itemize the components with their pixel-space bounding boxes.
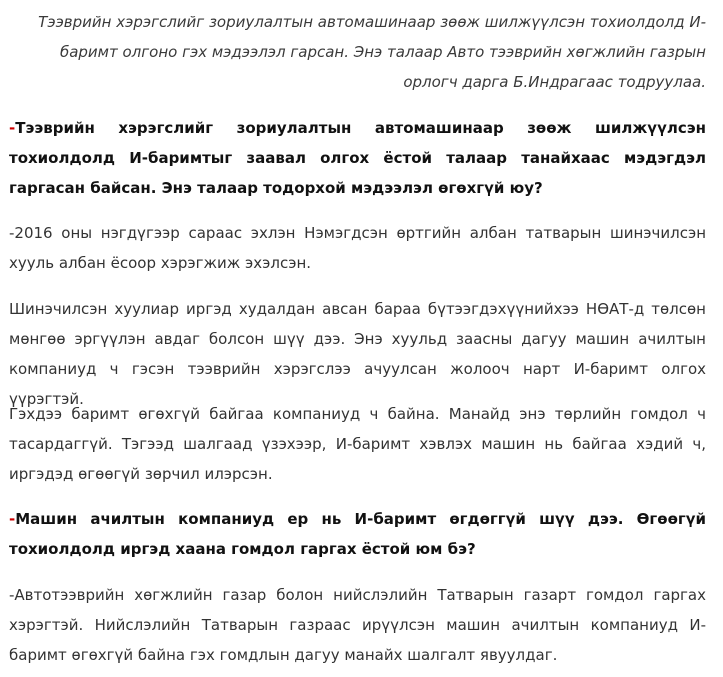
question-marker: - [9,510,16,528]
interview-question-2 [9,504,706,564]
intro-paragraph: Тээврийн хэрэгслийг зориулалтын автомашинаар зөөж шилжүүлсэн тохиолдолд И-баримт олгоно гэх мэдээлэл гарсан. Энэ талаар Авто тээврийн хөгжлийн газрын орлогч дарга Б.Индрагаас тодруулаа. [38,13,706,91]
question-1-text: Тээврийн хэрэгслийг зориулалтын автомашинаар зөөж шилжүүлсэн тохиолдолд И-баримтыг заавал олгох ёстой талаар танайхаас мэдэгдэл гаргасан байсан. Энэ талаар тодорхой мэдээлэл өгөхгүй юу? [9,119,706,197]
interview-question-1 [9,113,706,203]
question-marker: - [9,119,16,137]
question-2-text: Машин ачилтын компаниуд ер нь И-баримт өгдөггүй шүү дээ. Өгөөгүй тохиолдолд иргэд хаана гомдол гаргах ёстой юм бэ? [9,510,706,558]
answer-paragraph-4: -Автотээврийн хөгжлийн газар болон нийслэлийн Татварын газарт гомдол гаргах хэрэгтэй. Нийслэлийн Татварын газраас ирүүлсэн машин ачилтын компаниуд И-баримт өгөхгүй байна гэх гомдлын дагуу манайх шалгалт явуулдаг. [9,586,706,664]
answer-paragraph-1: -2016 оны нэгдүгээр сараас эхлэн Нэмэгдсэн өртгийн албан татварын шинэчилсэн хууль албан ёсоор хэрэгжиж эхэлсэн. [9,224,706,272]
answer-paragraph-3: Гэхдээ баримт өгөхгүй байгаа компаниуд ч байна. Манайд энэ төрлийн гомдол ч тасардаггүй. Тэгээд шалгаад үзэхээр, И-баримт хэвлэх машин нь байгаа хэдий ч, иргэдэд өгөөгүй зөрчил илэрсэн. [9,405,706,483]
answer-paragraph-2: Шинэчилсэн хуулиар иргэд худалдан авсан бараа бүтээгдэхүүнийхээ НӨАТ-д төлсөн мөнгөө эргүүлэн авдаг болсон шүү дээ. Энэ хуульд заасны дагуу машин ачилтын компаниуд ч гэсэн тээврийн хэрэгслээ ачуулсан жолооч нарт И-баримт олгох үүрэгтэй. [9,300,706,408]
